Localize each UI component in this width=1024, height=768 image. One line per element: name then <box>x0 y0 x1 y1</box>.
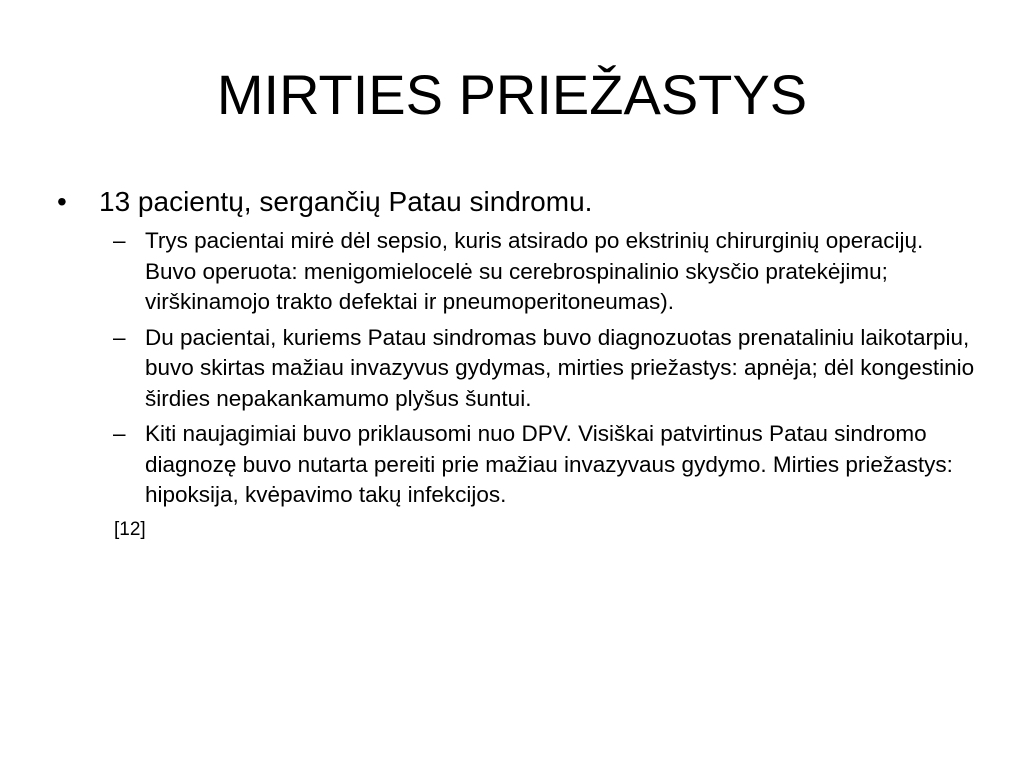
sub-bullet-item <box>113 226 977 318</box>
dash-marker: – <box>113 324 126 350</box>
sub-bullet-text: Kiti naujagimiai buvo priklausomi nuo DPV. Visiškai patvirtinus Patau sindromo diagnozę buvo nutarta pereiti prie mažiau invazyvaus gydymo. Mirties priežastys: hipoksija, kvėpavimo takų infekcijos. <box>145 421 953 507</box>
sub-bullet-list <box>57 226 977 511</box>
dash-marker: – <box>113 421 126 446</box>
slide-content <box>57 183 977 544</box>
bullet-item <box>57 183 977 221</box>
bullet-text: 13 pacientų, sergančių Patau sindromu. <box>99 186 593 217</box>
sub-bullet-item <box>113 323 977 415</box>
dash-marker: – <box>113 228 126 253</box>
sub-bullet-text: Du pacientai, kuriems Patau sindromas buvo diagnozuotas prenataliniu laikotarpiu, buvo skirtas mažiau invazyvus gydymas, mirties priežastys: apnėja; dėl kongestinio širdies nepakankamumo plyšus šuntui. <box>145 324 975 411</box>
sub-bullet-text: Trys pacientai mirė dėl sepsio, kuris atsirado po ekstrinių chirurginių operacijų. Buvo operuota: menigomielocelė su cerebrospinalinio skysčio pratekėjimu; virškinamojo trakto defektai ir pneumoperitoneumas). <box>145 228 924 314</box>
reference-note: [12] <box>114 518 146 540</box>
slide-title: MIRTIES PRIEŽASTYS <box>216 63 808 126</box>
bullet-marker: • <box>57 186 67 217</box>
sub-bullet-item <box>113 419 977 511</box>
